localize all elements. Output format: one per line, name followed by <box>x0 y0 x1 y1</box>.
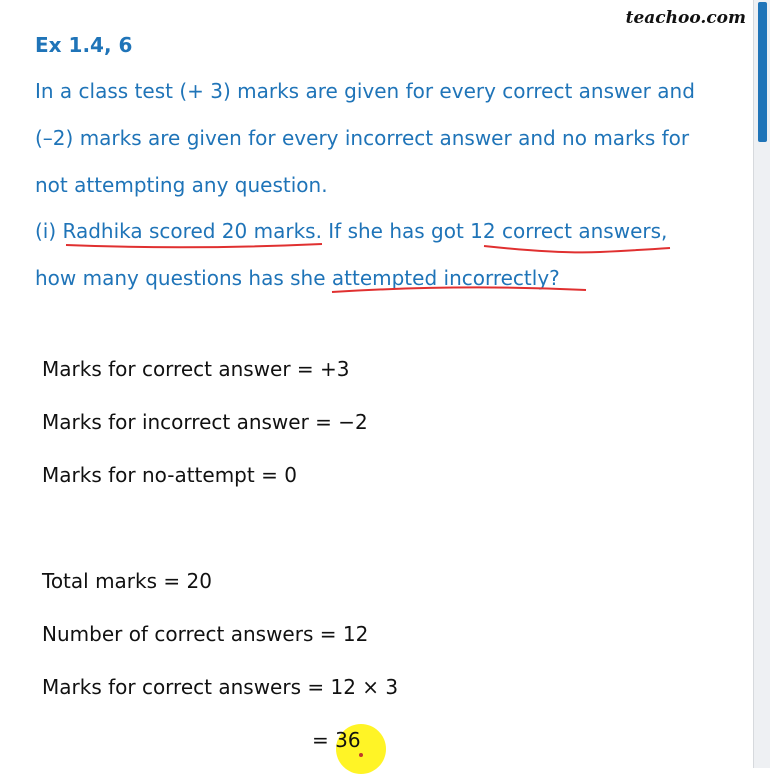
question-line-3: not attempting any question. <box>35 173 328 197</box>
vertical-scrollbar[interactable] <box>753 0 770 768</box>
underline-radhika-scored <box>66 244 322 247</box>
solution-line-4: Total marks = 20 <box>42 569 212 593</box>
question-line-2: (–2) marks are given for every incorrect answer and no marks for <box>35 126 690 150</box>
solution-line-6: Marks for correct answers = 12 × 3 <box>42 675 399 699</box>
solution-line-2: Marks for incorrect answer = −2 <box>42 410 368 434</box>
solution-line-1: Marks for correct answer = +3 <box>42 357 350 381</box>
question-line-5: how many questions has she attempted incorrectly? <box>35 266 560 290</box>
solution-line-7: = 36 <box>312 728 361 752</box>
question-title: Ex 1.4, 6 <box>35 33 133 57</box>
solution-line-5: Number of correct answers = 12 <box>42 622 369 646</box>
question-line-1: In a class test (+ 3) marks are given for every correct answer and <box>35 79 695 103</box>
question-line-4: (i) Radhika scored 20 marks. If she has got 12 correct answers, <box>35 219 668 243</box>
underline-attempted-incorrectly <box>332 287 586 292</box>
underline-correct-answers <box>484 246 670 252</box>
scrollbar-thumb[interactable] <box>758 2 767 142</box>
teachoo-logo: teachoo.com <box>625 8 746 28</box>
solution-line-3: Marks for no-attempt = 0 <box>42 463 297 487</box>
cursor-pointer-icon <box>359 753 363 757</box>
